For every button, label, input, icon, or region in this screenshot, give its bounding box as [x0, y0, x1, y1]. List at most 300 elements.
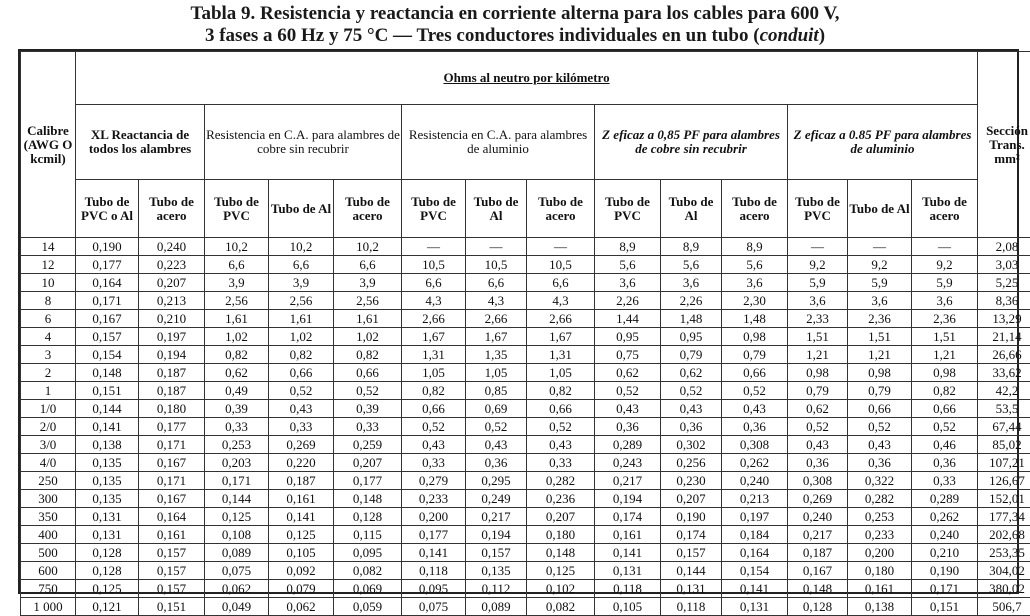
- value-cell: 42,2: [978, 382, 1030, 400]
- value-cell: 0,46: [912, 436, 978, 454]
- calibre-cell: 1 000: [21, 598, 76, 616]
- value-cell: 0,36: [788, 454, 848, 472]
- calibre-cell: 2/0: [21, 418, 76, 436]
- table-row: [21, 292, 1030, 310]
- value-cell: 1,51: [912, 328, 978, 346]
- value-cell: 0,089: [205, 544, 269, 562]
- value-cell: 6,6: [269, 256, 334, 274]
- value-cell: 0,112: [466, 580, 527, 598]
- calibre-cell: 300: [21, 490, 76, 508]
- value-cell: —: [527, 238, 595, 256]
- table-row: [21, 310, 1030, 328]
- value-cell: 0,279: [402, 472, 466, 490]
- table-title-line1: Tabla 9. Resistencia y reactancia en corriente alterna para los cables para 600 V,: [0, 3, 1030, 25]
- calibre-cell: 6: [21, 310, 76, 328]
- value-cell: 0,207: [334, 454, 402, 472]
- value-cell: 0,43: [595, 400, 661, 418]
- value-cell: 0,167: [788, 562, 848, 580]
- table-row: [21, 274, 1030, 292]
- value-cell: 304,02: [978, 562, 1030, 580]
- value-cell: 21,14: [978, 328, 1030, 346]
- value-cell: 0,66: [848, 400, 912, 418]
- sub-header: Tubo de PVC o Al: [76, 180, 139, 238]
- value-cell: 2,26: [595, 292, 661, 310]
- group-header-row: [21, 105, 1030, 180]
- value-cell: 1,21: [912, 346, 978, 364]
- table-title-line2: [0, 25, 1030, 47]
- value-cell: 0,85: [466, 382, 527, 400]
- value-cell: 126,67: [978, 472, 1030, 490]
- value-cell: 0,131: [76, 508, 139, 526]
- sub-header: Tubo de Al: [269, 180, 334, 238]
- sub-header: Tubo de PVC: [788, 180, 848, 238]
- value-cell: 0,135: [76, 472, 139, 490]
- value-cell: 0,52: [788, 418, 848, 436]
- value-cell: 0,213: [139, 292, 205, 310]
- table-row: [21, 256, 1030, 274]
- value-cell: 0,75: [595, 346, 661, 364]
- value-cell: 0,52: [466, 418, 527, 436]
- value-cell: 1,51: [788, 328, 848, 346]
- table-header: [21, 52, 1030, 238]
- value-cell: 152,01: [978, 490, 1030, 508]
- value-cell: 9,2: [848, 256, 912, 274]
- value-cell: 0,207: [527, 508, 595, 526]
- value-cell: 0,141: [269, 508, 334, 526]
- value-cell: 0,52: [527, 418, 595, 436]
- calibre-cell: 500: [21, 544, 76, 562]
- value-cell: 0,190: [661, 508, 722, 526]
- value-cell: 10,5: [466, 256, 527, 274]
- value-cell: 10,2: [334, 238, 402, 256]
- value-cell: 5,6: [661, 256, 722, 274]
- value-cell: 1,05: [527, 364, 595, 382]
- value-cell: 0,105: [269, 544, 334, 562]
- value-cell: 0,161: [269, 490, 334, 508]
- value-cell: —: [848, 238, 912, 256]
- value-cell: 0,98: [912, 364, 978, 382]
- value-cell: 1,05: [466, 364, 527, 382]
- value-cell: 0,213: [722, 490, 788, 508]
- value-cell: 6,6: [205, 256, 269, 274]
- value-cell: 0,52: [595, 382, 661, 400]
- table-row: [21, 508, 1030, 526]
- value-cell: 0,220: [269, 454, 334, 472]
- value-cell: 0,82: [402, 382, 466, 400]
- value-cell: 0,82: [334, 346, 402, 364]
- value-cell: 0,135: [76, 490, 139, 508]
- calibre-cell: 3: [21, 346, 76, 364]
- table-row: [21, 400, 1030, 418]
- value-cell: 0,194: [466, 526, 527, 544]
- value-cell: 0,174: [661, 526, 722, 544]
- value-cell: 0,79: [848, 382, 912, 400]
- value-cell: 0,262: [722, 454, 788, 472]
- value-cell: 3,6: [661, 274, 722, 292]
- value-cell: 0,131: [661, 580, 722, 598]
- value-cell: 0,62: [661, 364, 722, 382]
- value-cell: 0,302: [661, 436, 722, 454]
- value-cell: 0,177: [402, 526, 466, 544]
- table-row: [21, 436, 1030, 454]
- value-cell: 0,128: [76, 544, 139, 562]
- value-cell: 0,157: [139, 580, 205, 598]
- value-cell: 0,115: [334, 526, 402, 544]
- sub-header-row: [21, 180, 1030, 238]
- table-body: [21, 238, 1030, 616]
- value-cell: 0,102: [527, 580, 595, 598]
- value-cell: 2,56: [269, 292, 334, 310]
- value-cell: 0,240: [139, 238, 205, 256]
- calibre-cell: 250: [21, 472, 76, 490]
- calibre-cell: 12: [21, 256, 76, 274]
- value-cell: 0,131: [722, 598, 788, 616]
- value-cell: 0,217: [595, 472, 661, 490]
- value-cell: 0,43: [848, 436, 912, 454]
- value-cell: 0,33: [912, 472, 978, 490]
- value-cell: 0,190: [76, 238, 139, 256]
- value-cell: 0,131: [595, 562, 661, 580]
- value-cell: 13,29: [978, 310, 1030, 328]
- value-cell: 0,52: [661, 382, 722, 400]
- value-cell: 0,062: [269, 598, 334, 616]
- calibre-cell: 3/0: [21, 436, 76, 454]
- value-cell: 6,6: [466, 274, 527, 292]
- value-cell: 0,187: [269, 472, 334, 490]
- value-cell: 0,217: [788, 526, 848, 544]
- value-cell: 0,43: [661, 400, 722, 418]
- value-cell: 3,6: [848, 292, 912, 310]
- value-cell: 3,6: [788, 292, 848, 310]
- value-cell: 1,21: [848, 346, 912, 364]
- value-cell: 0,049: [205, 598, 269, 616]
- title-conduit-word: conduit: [760, 25, 819, 46]
- value-cell: 2,26: [661, 292, 722, 310]
- value-cell: 8,9: [595, 238, 661, 256]
- value-cell: 0,197: [139, 328, 205, 346]
- value-cell: 0,66: [334, 364, 402, 382]
- value-cell: 0,075: [205, 562, 269, 580]
- value-cell: 1,67: [466, 328, 527, 346]
- value-cell: 0,144: [661, 562, 722, 580]
- value-cell: 0,43: [402, 436, 466, 454]
- sub-header: Tubo de acero: [527, 180, 595, 238]
- calibre-cell: 750: [21, 580, 76, 598]
- value-cell: 0,184: [722, 526, 788, 544]
- value-cell: 0,200: [402, 508, 466, 526]
- value-cell: 2,56: [334, 292, 402, 310]
- value-cell: 0,144: [76, 400, 139, 418]
- value-cell: 1,48: [661, 310, 722, 328]
- sub-header: Tubo de PVC: [402, 180, 466, 238]
- value-cell: 0,118: [661, 598, 722, 616]
- value-cell: 0,33: [334, 418, 402, 436]
- value-cell: 0,207: [139, 274, 205, 292]
- group-header: Resistencia en C.A. para alambres de aluminio: [402, 105, 595, 180]
- value-cell: 0,69: [466, 400, 527, 418]
- value-cell: 0,148: [527, 544, 595, 562]
- value-cell: 0,43: [788, 436, 848, 454]
- value-cell: 0,66: [527, 400, 595, 418]
- value-cell: 0,187: [139, 382, 205, 400]
- table-row: [21, 562, 1030, 580]
- value-cell: 5,9: [848, 274, 912, 292]
- value-cell: 0,200: [848, 544, 912, 562]
- seccion-header: Sección Trans. mm²: [978, 52, 1030, 238]
- value-cell: 0,289: [595, 436, 661, 454]
- value-cell: 6,6: [527, 274, 595, 292]
- value-cell: 0,075: [402, 598, 466, 616]
- value-cell: 0,138: [848, 598, 912, 616]
- sub-header: Tubo de PVC: [205, 180, 269, 238]
- group-header: XL Reactancia de todos los alambres: [76, 105, 205, 180]
- table-row: [21, 598, 1030, 616]
- value-cell: 0,282: [848, 490, 912, 508]
- value-cell: 0,79: [788, 382, 848, 400]
- value-cell: 506,7: [978, 598, 1030, 616]
- calibre-cell: 600: [21, 562, 76, 580]
- value-cell: 0,171: [205, 472, 269, 490]
- value-cell: 0,289: [912, 490, 978, 508]
- table-row: [21, 418, 1030, 436]
- value-cell: 0,177: [334, 472, 402, 490]
- value-cell: 0,262: [912, 508, 978, 526]
- value-cell: 0,43: [527, 436, 595, 454]
- value-cell: 0,092: [269, 562, 334, 580]
- value-cell: 0,322: [848, 472, 912, 490]
- value-cell: 0,141: [595, 544, 661, 562]
- value-cell: 0,144: [205, 490, 269, 508]
- value-cell: 0,187: [139, 364, 205, 382]
- value-cell: 0,308: [722, 436, 788, 454]
- group-header: Z eficaz a 0.85 PF para alambres de aluminio: [788, 105, 978, 180]
- value-cell: 0,148: [788, 580, 848, 598]
- value-cell: 1,67: [402, 328, 466, 346]
- value-cell: 0,131: [76, 526, 139, 544]
- value-cell: 2,36: [912, 310, 978, 328]
- value-cell: 0,82: [912, 382, 978, 400]
- value-cell: 0,269: [788, 490, 848, 508]
- value-cell: 0,108: [205, 526, 269, 544]
- value-cell: 0,154: [722, 562, 788, 580]
- value-cell: 0,180: [527, 526, 595, 544]
- value-cell: 0,164: [139, 508, 205, 526]
- value-cell: 0,161: [848, 580, 912, 598]
- value-cell: 2,33: [788, 310, 848, 328]
- value-cell: 0,180: [139, 400, 205, 418]
- value-cell: 1,31: [402, 346, 466, 364]
- ohms-header: Ohms al neutro por kilómetro: [76, 52, 978, 105]
- value-cell: 1,51: [848, 328, 912, 346]
- value-cell: 0,135: [466, 562, 527, 580]
- value-cell: 0,121: [76, 598, 139, 616]
- value-cell: 0,233: [402, 490, 466, 508]
- calibre-cell: 4: [21, 328, 76, 346]
- value-cell: 0,203: [205, 454, 269, 472]
- value-cell: 10,2: [205, 238, 269, 256]
- value-cell: 1,35: [466, 346, 527, 364]
- value-cell: 0,177: [76, 256, 139, 274]
- value-cell: 0,295: [466, 472, 527, 490]
- value-cell: 1,02: [334, 328, 402, 346]
- value-cell: 0,154: [76, 346, 139, 364]
- value-cell: 0,82: [527, 382, 595, 400]
- value-cell: 1,61: [205, 310, 269, 328]
- value-cell: 0,128: [76, 562, 139, 580]
- value-cell: 2,08: [978, 238, 1030, 256]
- value-cell: 0,095: [334, 544, 402, 562]
- value-cell: 0,151: [139, 598, 205, 616]
- value-cell: 0,082: [527, 598, 595, 616]
- value-cell: 33,62: [978, 364, 1030, 382]
- value-cell: 0,089: [466, 598, 527, 616]
- value-cell: 0,210: [912, 544, 978, 562]
- sub-header: Tubo de acero: [139, 180, 205, 238]
- value-cell: 0,207: [661, 490, 722, 508]
- value-cell: 0,43: [269, 400, 334, 418]
- value-cell: 0,148: [76, 364, 139, 382]
- value-cell: 0,141: [722, 580, 788, 598]
- value-cell: 0,171: [139, 472, 205, 490]
- value-cell: 1,31: [527, 346, 595, 364]
- value-cell: 0,98: [788, 364, 848, 382]
- value-cell: 10,2: [269, 238, 334, 256]
- value-cell: 0,079: [269, 580, 334, 598]
- value-cell: 0,66: [269, 364, 334, 382]
- calibre-cell: 10: [21, 274, 76, 292]
- value-cell: 0,52: [722, 382, 788, 400]
- value-cell: 0,98: [722, 328, 788, 346]
- value-cell: 4,3: [402, 292, 466, 310]
- value-cell: 0,062: [205, 580, 269, 598]
- value-cell: 0,98: [848, 364, 912, 382]
- value-cell: 85,02: [978, 436, 1030, 454]
- value-cell: 5,6: [595, 256, 661, 274]
- value-cell: 0,253: [205, 436, 269, 454]
- group-header: Resistencia en C.A. para alambres de cobre sin recubrir: [205, 105, 402, 180]
- value-cell: 4,3: [527, 292, 595, 310]
- value-cell: 0,171: [139, 436, 205, 454]
- value-cell: 0,082: [334, 562, 402, 580]
- value-cell: 0,62: [788, 400, 848, 418]
- calibre-cell: 1: [21, 382, 76, 400]
- value-cell: 0,256: [661, 454, 722, 472]
- value-cell: 0,167: [139, 490, 205, 508]
- value-cell: 0,125: [527, 562, 595, 580]
- value-cell: 0,223: [139, 256, 205, 274]
- value-cell: 0,177: [139, 418, 205, 436]
- value-cell: 0,52: [402, 418, 466, 436]
- value-cell: 3,03: [978, 256, 1030, 274]
- value-cell: 1,61: [334, 310, 402, 328]
- value-cell: 0,190: [912, 562, 978, 580]
- group-header: Z eficaz a 0,85 PF para alambres de cobre sin recubrir: [595, 105, 788, 180]
- value-cell: 202,68: [978, 526, 1030, 544]
- value-cell: 53,5: [978, 400, 1030, 418]
- calibre-cell: 400: [21, 526, 76, 544]
- value-cell: 0,233: [848, 526, 912, 544]
- resistance-reactance-table: [20, 51, 1030, 616]
- value-cell: 0,36: [848, 454, 912, 472]
- value-cell: 0,157: [139, 562, 205, 580]
- value-cell: 3,9: [205, 274, 269, 292]
- value-cell: 8,9: [722, 238, 788, 256]
- value-cell: 0,36: [912, 454, 978, 472]
- value-cell: 0,52: [848, 418, 912, 436]
- value-cell: 0,161: [139, 526, 205, 544]
- value-cell: 0,151: [912, 598, 978, 616]
- value-cell: 2,30: [722, 292, 788, 310]
- value-cell: 0,33: [205, 418, 269, 436]
- value-cell: 8,36: [978, 292, 1030, 310]
- value-cell: 0,148: [334, 490, 402, 508]
- value-cell: 0,210: [139, 310, 205, 328]
- value-cell: —: [788, 238, 848, 256]
- calibre-header: Calibre (AWG O kcmil): [21, 52, 76, 238]
- value-cell: 26,66: [978, 346, 1030, 364]
- calibre-cell: 8: [21, 292, 76, 310]
- value-cell: 0,157: [76, 328, 139, 346]
- value-cell: 0,157: [139, 544, 205, 562]
- value-cell: 0,157: [466, 544, 527, 562]
- value-cell: 0,194: [139, 346, 205, 364]
- table-row: [21, 346, 1030, 364]
- value-cell: 5,9: [788, 274, 848, 292]
- value-cell: 5,9: [912, 274, 978, 292]
- value-cell: 253,35: [978, 544, 1030, 562]
- value-cell: 0,249: [466, 490, 527, 508]
- sub-header: Tubo de acero: [912, 180, 978, 238]
- table-row: [21, 580, 1030, 598]
- value-cell: 0,33: [402, 454, 466, 472]
- value-cell: 0,33: [269, 418, 334, 436]
- value-cell: 2,66: [527, 310, 595, 328]
- value-cell: 0,39: [205, 400, 269, 418]
- value-cell: 3,6: [912, 292, 978, 310]
- value-cell: 1,05: [402, 364, 466, 382]
- value-cell: 0,259: [334, 436, 402, 454]
- value-cell: —: [466, 238, 527, 256]
- value-cell: 0,171: [76, 292, 139, 310]
- sub-header: Tubo de acero: [722, 180, 788, 238]
- value-cell: 0,282: [527, 472, 595, 490]
- value-cell: 0,164: [76, 274, 139, 292]
- value-cell: —: [402, 238, 466, 256]
- value-cell: 6,6: [334, 256, 402, 274]
- value-cell: 0,135: [76, 454, 139, 472]
- value-cell: 0,66: [722, 364, 788, 382]
- value-cell: 0,141: [76, 418, 139, 436]
- value-cell: 0,66: [912, 400, 978, 418]
- value-cell: 0,33: [527, 454, 595, 472]
- value-cell: 0,95: [661, 328, 722, 346]
- value-cell: 2,66: [466, 310, 527, 328]
- value-cell: 1,48: [722, 310, 788, 328]
- value-cell: 0,79: [722, 346, 788, 364]
- value-cell: 0,269: [269, 436, 334, 454]
- value-cell: —: [912, 238, 978, 256]
- value-cell: 0,125: [205, 508, 269, 526]
- value-cell: 0,167: [76, 310, 139, 328]
- value-cell: 1,44: [595, 310, 661, 328]
- value-cell: 0,141: [402, 544, 466, 562]
- value-cell: 0,059: [334, 598, 402, 616]
- value-cell: 380,02: [978, 580, 1030, 598]
- value-cell: 0,308: [788, 472, 848, 490]
- value-cell: 0,197: [722, 508, 788, 526]
- value-cell: 177,34: [978, 508, 1030, 526]
- value-cell: 10,5: [402, 256, 466, 274]
